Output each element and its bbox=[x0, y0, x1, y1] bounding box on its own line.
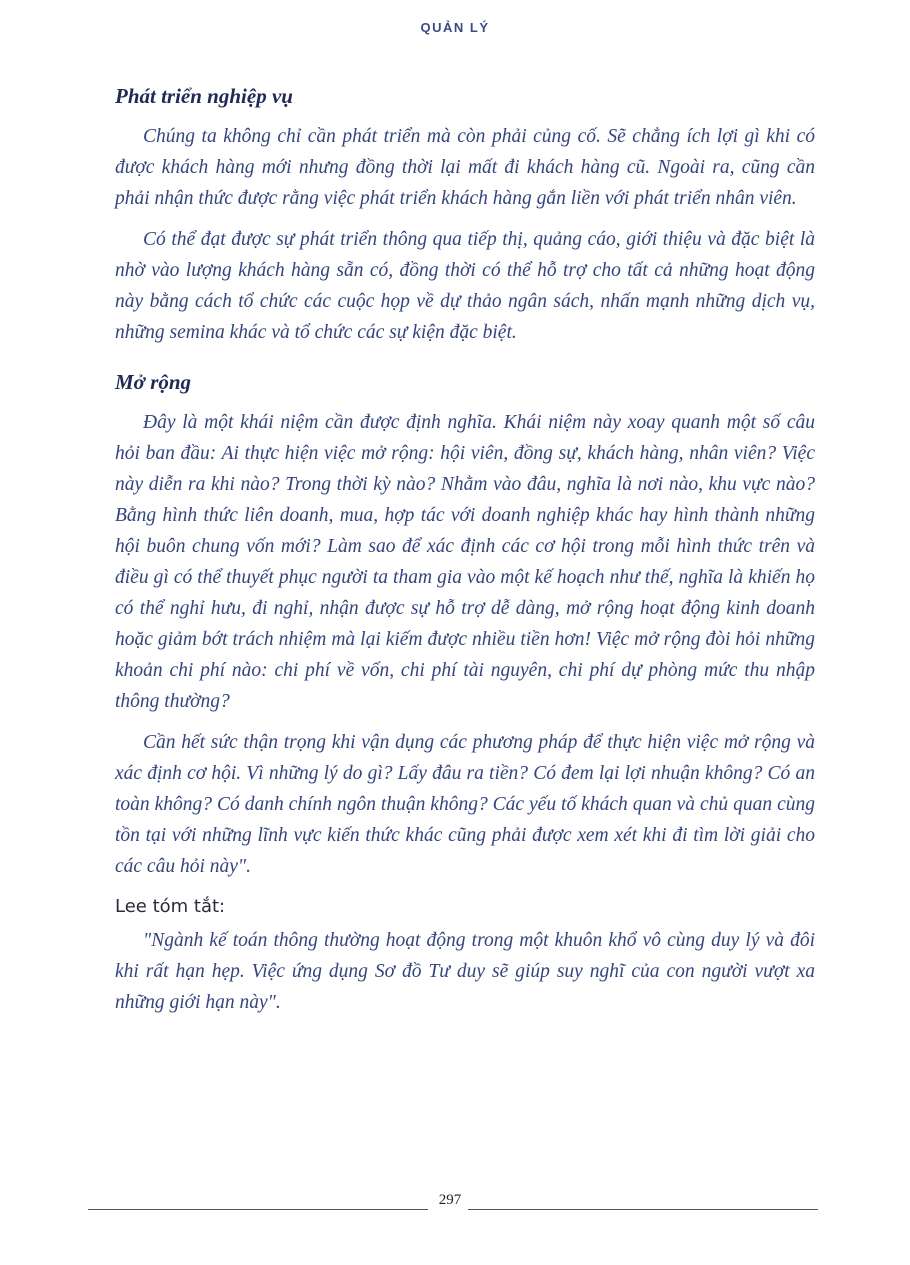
page-number: 297 bbox=[438, 1192, 462, 1208]
footer-rule-left bbox=[88, 1209, 428, 1210]
summary-label: Lee tóm tắt: bbox=[115, 896, 226, 917]
paragraph: Có thể đạt được sự phát triển thông qua tiếp thị, quảng cáo, giới thiệu và đặc biệt là nhờ vào lượng khách hàng sẵn có, đồng thời có thể hỗ trợ cho tất cả những hoạt động này bằng cách tổ chức các cuộc họp về dự thảo ngân sách, nhấn mạnh những dịch vụ, những semina khác và tổ chức các sự kiện đặc biệt. bbox=[115, 229, 815, 343]
page-footer bbox=[88, 1192, 818, 1216]
running-head: QUẢN LÝ bbox=[420, 20, 490, 35]
section-heading-expansion: Mở rộng bbox=[115, 370, 192, 394]
section-heading-development: Phát triển nghiệp vụ bbox=[115, 84, 293, 108]
paragraph: Đây là một khái niệm cần được định nghĩa. Khái niệm này xoay quanh một số câu hỏi ban đầu: Ai thực hiện việc mở rộng: hội viên, đồng sự, khách hàng, nhân viên? Việc này diễn ra khi nào? Trong thời kỳ nào? Nhằm vào đâu, nghĩa là nơi nào, khu vực nào? Bằng hình thức liên doanh, mua, hợp tác với doanh nghiệp khác hay hình thành những hội buôn chung vốn mới? Làm sao để xác định các cơ hội trong mỗi hình thức trên và điều gì có thể thuyết phục người ta tham gia vào một kế hoạch như thế, nghĩa là khiến họ có thể nghỉ hưu, đi nghỉ, nhận được sự hỗ trợ dễ dàng, mở rộng hoạt động kinh doanh hoặc giảm bớt trách nhiệm mà lại kiếm được nhiều tiền hơn! Việc mở rộng đòi hỏi những khoản chi phí nào: chi phí về vốn, chi phí tài nguyên, chi phí dự phòng mức thu nhập thông thường? bbox=[115, 412, 815, 712]
summary-quote: "Ngành kế toán thông thường hoạt động trong một khuôn khổ vô cùng duy lý và đôi khi rất hạn hẹp. Việc ứng dụng Sơ đồ Tư duy sẽ giúp suy nghĩ của con người vượt xa những giới hạn này". bbox=[115, 930, 815, 1013]
page-body bbox=[115, 84, 815, 1028]
paragraph: Cần hết sức thận trọng khi vận dụng các phương pháp để thực hiện việc mở rộng và xác định cơ hội. Vì những lý do gì? Lấy đâu ra tiền? Có đem lại lợi nhuận không? Có an toàn không? Có danh chính ngôn thuận không? Các yếu tố khách quan và chủ quan cùng tồn tại với những lĩnh vực kiến thức khác cũng phải được xem xét khi đi tìm lời giải cho các câu hỏi này". bbox=[115, 732, 815, 877]
paragraph: Chúng ta không chỉ cần phát triển mà còn phải củng cố. Sẽ chẳng ích lợi gì khi có được khách hàng mới nhưng đồng thời lại mất đi khách hàng cũ. Ngoài ra, cũng cần phải nhận thức được rằng việc phát triển khách hàng gắn liền với phát triển nhân viên. bbox=[115, 126, 815, 209]
footer-rule-right bbox=[468, 1209, 818, 1210]
